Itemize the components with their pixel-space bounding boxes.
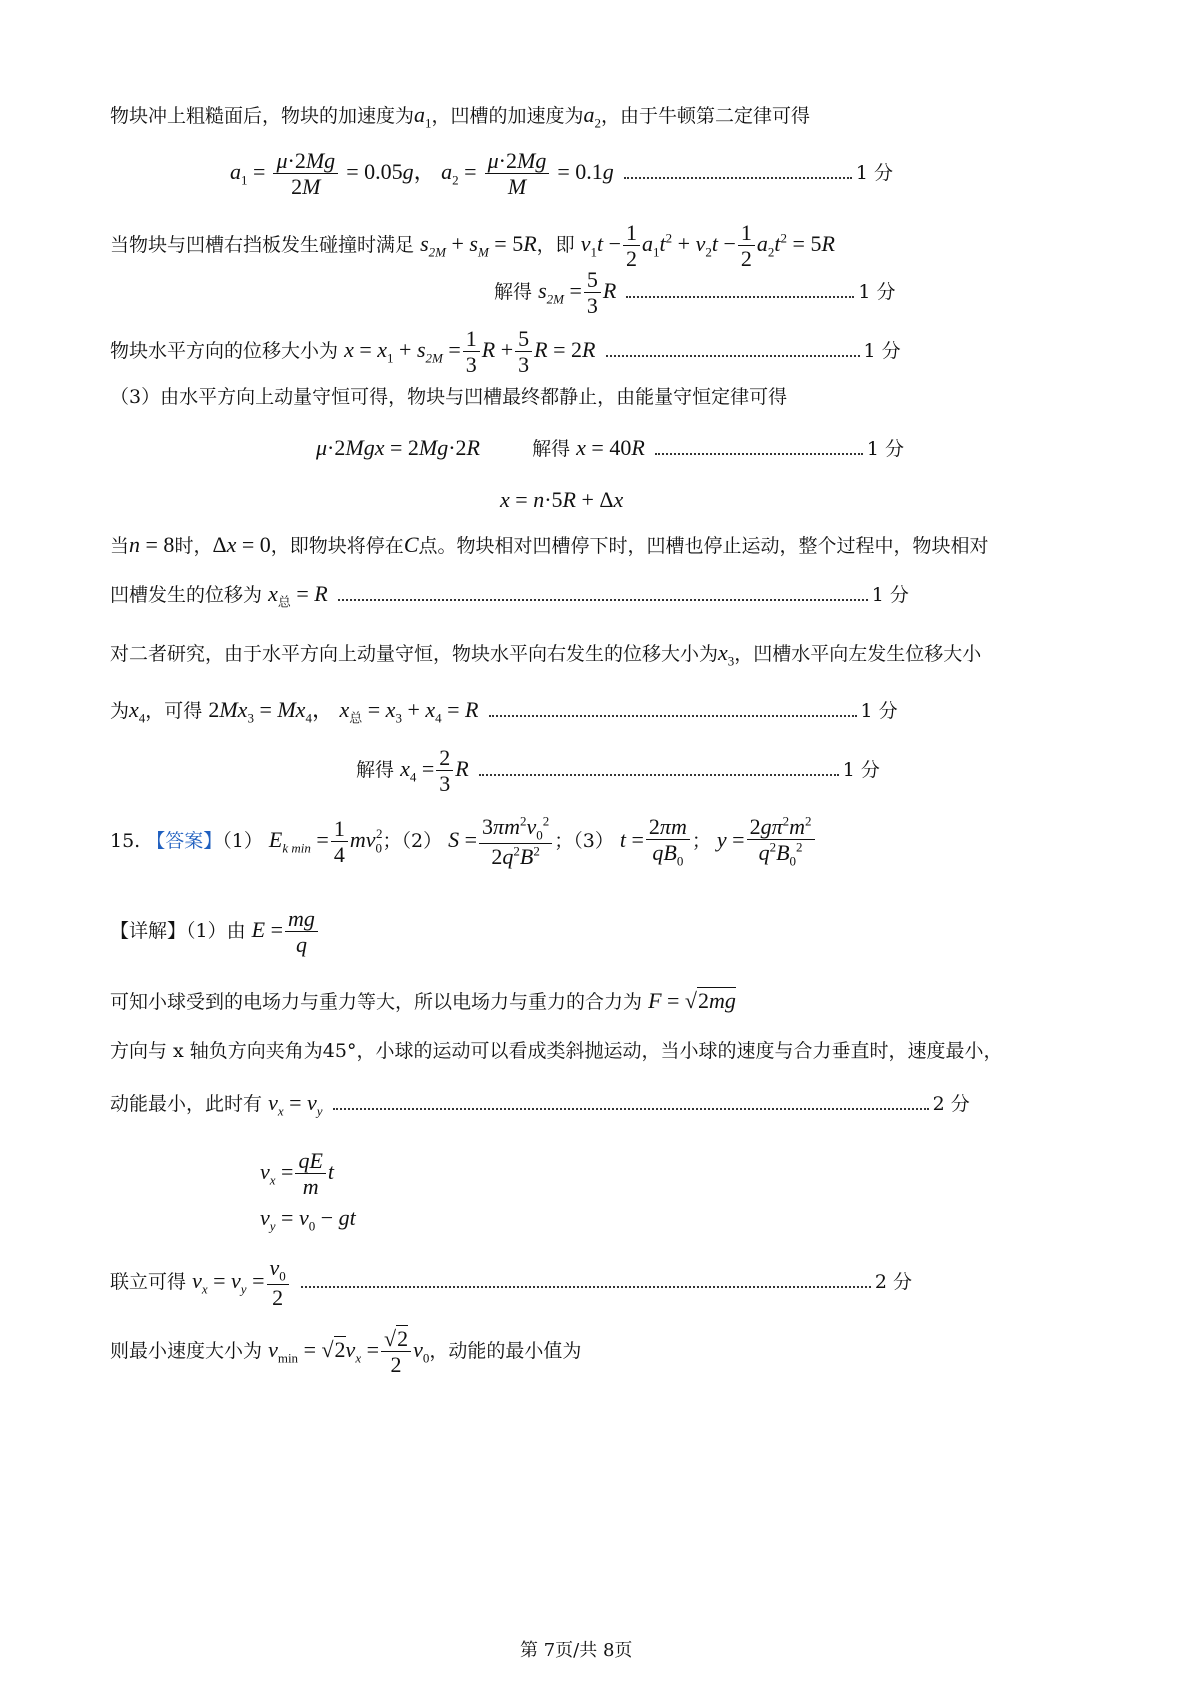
question-15-answer: 15. 【答案】（1） $E_{k min}$ = $\frac{1}{4}$ $mv_0^2$；（2） S = $\frac{3\pi m^2v_0^2}{2q^2B^2}$ ；（3） t = $\frac{2\pi m}{qB_0}$ ； y = $\frac{2g\pi^2m^2}{q^2B_0^2}$: [110, 814, 817, 870]
text-line-22: 则最小速度大小为 $v_{min} = √2v_x$ = $\frac{√2}{2}$ $v_0$，动能的最小值为: [110, 1326, 582, 1378]
text-line-10: 凹槽发生的位移为 $x_总 = R$ 1 分: [110, 581, 909, 610]
formula-accelerations: $a_1$ = $\frac{\mu\cdot 2Mg}{2M}$ = 0.05g， $a_2$ = $\frac{\mu\cdot 2Mg}{M}$ = 0.1g 1 分: [230, 148, 893, 200]
score-label: 1 分: [858, 280, 896, 303]
fraction: $\frac{\mu\cdot 2Mg}{M}$: [485, 148, 550, 200]
text-line-3: 当物块与凹槽右挡板发生碰撞时满足 $s_{2M} + s_M = 5R$，即 $v_1t$ − $\frac{1}{2}$ $a_1t^2 + v_2t$ − $\frac{1}{2}$ $a_2t^2 = 5R$: [110, 220, 835, 272]
text-line-16: 可知小球受到的电场力与重力等大，所以电场力与重力的合力为 F = √2mg: [110, 988, 736, 1013]
text-line-6: （3）由水平方向上动量守恒可得，物块与凹槽最终都静止，由能量守恒定律可得: [110, 386, 788, 408]
text-line-5: 物块水平方向的位移大小为 $x = x_1 + s_{2M}$ = $\frac{1}{3}$ R + $\frac{5}{3}$ R = 2R 1 分: [110, 326, 901, 378]
formula-vy: $v_y = v_0$ − gt: [260, 1205, 356, 1234]
math-a1: $a_1$: [414, 102, 432, 131]
score-label: 1 分: [855, 161, 893, 184]
detail-line: 【详解】（1）由 E = $\frac{mg}{q}$: [110, 906, 320, 958]
text-line-18: 动能最小，此时有 $v_x = v_y$ 2 分: [110, 1090, 970, 1119]
text-line-17: 方向与 x 轴负方向夹角为45°，小球的运动可以看成类斜抛运动，当小球的速度与合力垂直时，速度最小，: [110, 1040, 1003, 1062]
text-line-11: 对二者研究，由于水平方向上动量守恒，物块水平向右发生的位移大小为$x_3$，凹槽水平向左发生位移大小: [110, 640, 982, 669]
formula-vx: $v_x$ = $\frac{qE}{m}$ t: [260, 1148, 335, 1200]
text-line-1: 物块冲上粗糙面后，物块的加速度为$a_1$，凹槽的加速度为$a_2$，由于牛顿第二定律可得: [110, 102, 811, 131]
score-label: 1 分: [863, 339, 901, 362]
math-a2: $a_2$: [583, 102, 602, 131]
score-label: 2 分: [874, 1270, 912, 1293]
score-label: 1 分: [860, 700, 898, 722]
score-label: 2 分: [932, 1093, 970, 1115]
score-label: 1 分: [842, 758, 880, 781]
fraction: $\frac{\mu\cdot 2Mg}{2M}$: [273, 148, 338, 200]
text-line-21: 联立可得 $v_x = v_y$ = $\frac{v_0}{2}$ 2 分: [110, 1255, 912, 1311]
text-line-9: 当n = 8时，Δx = 0，即物块将停在C点。物块相对凹槽停下时，凹槽也停止运动，整个过程中，物块相对: [110, 532, 989, 557]
text-line-13: 解得 $x_4$ = $\frac{2}{3}$ R 1 分: [356, 745, 880, 797]
page-footer: 第 7页/共 8页: [520, 1640, 633, 1661]
text-line-4: 解得 $s_{2M}$ = $\frac{5}{3}$ R 1 分: [494, 267, 896, 319]
formula-x: x = n·5R + Δx: [500, 487, 624, 512]
answer-label: 【答案】: [146, 829, 223, 852]
score-label: 1 分: [866, 438, 904, 460]
text-line-12: 为$x_4$，可得 $2Mx_3 = Mx_4$， $x_总 = x_3 + x_4 = R$ 1 分: [110, 697, 898, 726]
formula-energy: μ·2Mgx = 2Mg·2R 解得 x = 40R 1 分: [316, 435, 904, 460]
score-label: 1 分: [871, 584, 909, 606]
